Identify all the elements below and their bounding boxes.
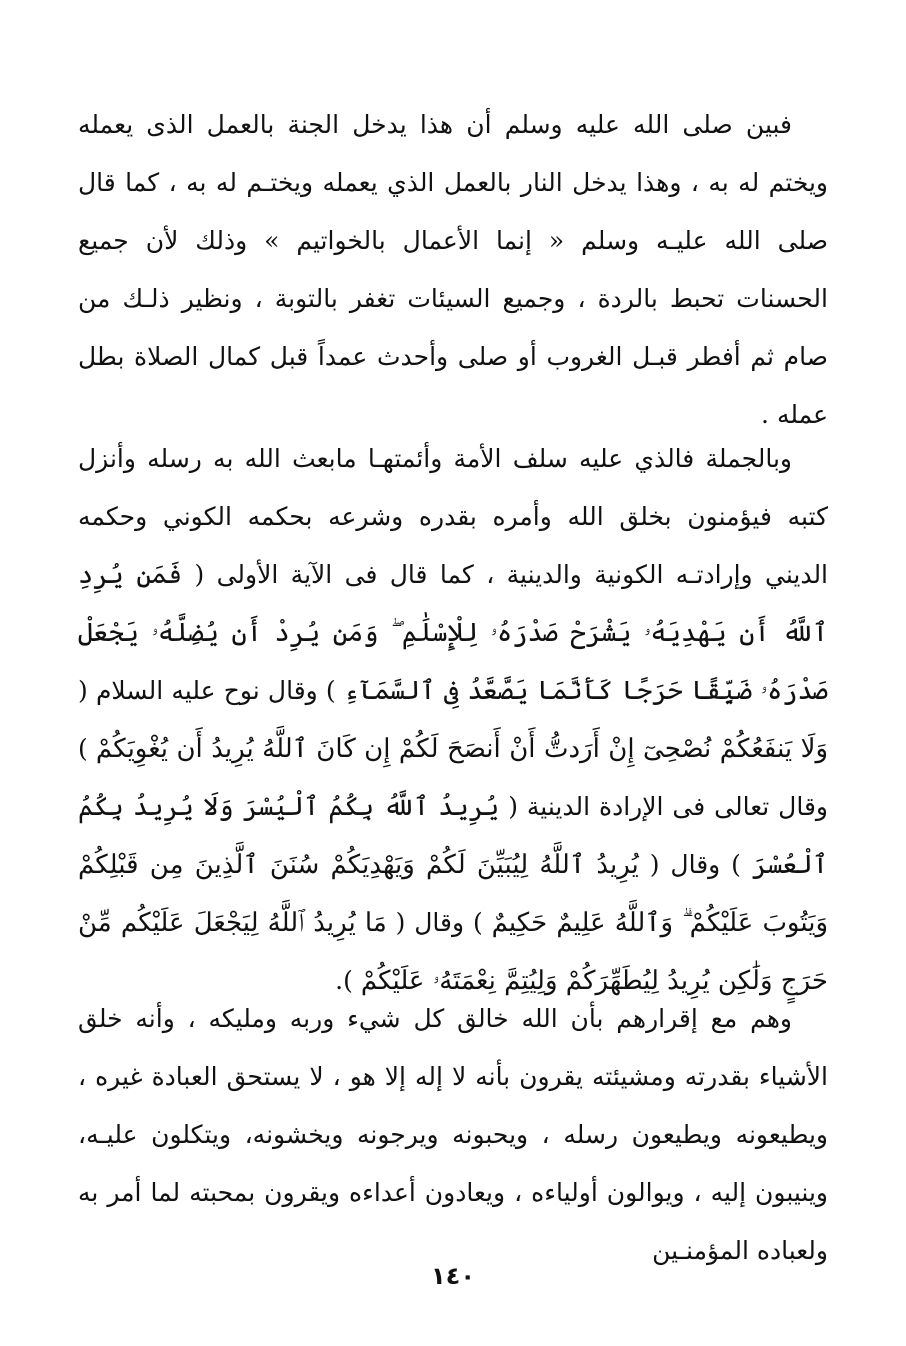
quran-verse-2: وَلَا يَنفَعُكُمْ نُصْحِىٓ إِنْ أَرَدتُّ أَنْ أَنصَحَ لَكُمْ إِن كَانَ ٱللَّهُ يُرِيدُ أَن يُغْوِيَكُمْ <box>95 734 828 764</box>
paragraph-2 <box>78 430 828 1010</box>
paragraph-2-text-6: ). <box>335 966 353 995</box>
paragraph-3-block <box>78 990 828 1280</box>
paragraph-2-block <box>78 430 828 1010</box>
paragraph-2-text-2: ) وقال نوح عليه السلام ( <box>78 676 336 705</box>
paragraph-2-text-5: ) وقال ( <box>395 908 483 937</box>
paragraph-2-text-3: ) وقال تعالى فى الإرادة الدينية ( <box>78 734 828 821</box>
quran-verse-1: فَمَن يُرِدِ ٱللَّهُ أَن يَهْدِيَهُۥ يَشْرَحْ صَدْرَهُۥ لِلْإِسْلَٰمِ ۖ وَمَن يُرِدْ أَن يُضِلَّهُۥ يَجْعَلْ صَدْرَهُۥ ضَيِّقًا حَرَجًا كَأَنَّمَا يَصَّعَّدُ فِى ٱلسَّمَآءِ <box>78 560 829 706</box>
paragraph-2-text-4: ) وقال ( <box>649 850 741 879</box>
quran-verse-5: مَا يُرِيدُ ٱللَّهُ لِيَجْعَلَ عَلَيْكُم مِّنْ حَرَجٍ وَلَٰكِن يُرِيدُ لِيُطَهِّرَكُمْ وَلِيُتِمَّ نِعْمَتَهُۥ عَلَيْكُمْ <box>78 908 828 996</box>
paragraph-3: وهم مع إقرارهم بأن الله خالق كل شيء وربه ومليكه ، وأنه خلق الأشياء بقدرته ومشيئته يقرون بأنه لا إله إلا هو ، لا يستحق العبادة غيره ، ويطيعونه ويطيعون رسله ، ويحبونه ويرجونه ويخشونه، ويتكلون عليـه، وينيبون إليه ، ويوالون أولياءه ، ويعادون أعداءه ويقرون بمحبته لما أمر به ولعباده المؤمنـين <box>78 1004 828 1265</box>
quran-verse-3: يُرِيدُ ٱللَّهُ بِكُمُ ٱلْيُسْرَ وَلَا يُرِيدُ بِكُمُ ٱلْعُسْرَ <box>78 792 829 880</box>
paragraph-2-intro: وبالجملة فالذي عليه سلف الأمة وأئمتهـا مابعث الله به رسله وأنزل كتبه فيؤمنون بخلق الله وأمره بقدره وشرعه بحكمه الكوني وحكمه الديني وإرادتـه الكونية والدينية ، كما قال فى الآية الأولى ( <box>78 444 829 589</box>
paragraph-1: فبين صلى الله عليه وسلم أن هذا يدخل الجنة بالعمل الذى يعمله ويختم له به ، وهذا يدخل النار بالعمل الذي يعمله ويختـم له به ، كما قال صلى الله عليـه وسلم « إنما الأعمال بالخواتيم » وذلك لأن جميع الحسنات تحبط بالردة ، وجميع السيئات تغفر بالتوبة ، ونظير ذلـك من صام ثم أفطر قبـل الغروب أو صلى وأحدث عمداً قبل كمال الصلاة بطل عمله . <box>78 110 829 429</box>
page-number: ١٤٠ <box>431 1262 475 1290</box>
paragraph-1-block <box>78 96 828 444</box>
quran-verse-4: يُرِيدُ ٱللَّهُ لِيُبَيِّنَ لَكُمْ وَيَهْدِيَكُمْ سُنَنَ ٱلَّذِينَ مِن قَبْلِكُمْ وَيَتُوبَ عَلَيْكُمْ ۗ وَٱللَّهُ عَلِيمٌ حَكِيمٌ <box>78 850 829 938</box>
